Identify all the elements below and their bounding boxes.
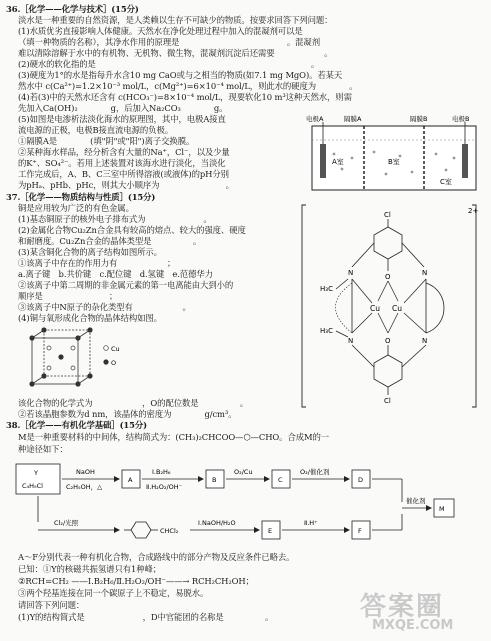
electrodialysis-diagram [304, 114, 484, 196]
q38-after-line-4: 请回答下列问题： [18, 600, 85, 610]
q37-line-10: (4)铜与氧形成化合物的晶体结构如图。 [18, 313, 162, 323]
electrode-a-label: 电极A [306, 115, 324, 123]
q36-line-13: 的K⁺、SO₄²⁻。若用上述装置对该海水进行淡化，当淡化 [18, 158, 226, 168]
r2-top-label: Ⅰ.B₂H₆ [152, 468, 171, 476]
start-y-label: Y [34, 469, 38, 477]
n-upper-right-label: N [422, 269, 428, 277]
q36-line-12: ②某种海水样品，经分析含有大量的Na⁺，Cl⁻，以及少量 [18, 147, 230, 157]
node-m-label: M [439, 505, 445, 513]
q36-title: 36.［化学——化学与技术］(15分) [6, 4, 139, 14]
node-a-label: A [128, 476, 133, 484]
q36-line-15: 为pHₐ、pHb、pHc，则其大小顺序为 。 [18, 180, 234, 190]
q36-line-6: 然水中 c(Ca²⁺)=1.2×10⁻³ mol/L，c(Mg²⁺)=6×10⁻⁴ mol/L，则此水的硬度为 。 [18, 81, 358, 91]
legend-o-label: O [111, 359, 117, 367]
node-b-label: B [212, 476, 217, 484]
membrane-b-label: 隔膜B [410, 115, 428, 123]
q37-line-7: ②该离子中第二周期的非金属元素的第一电离能由大到小的 [18, 280, 234, 290]
q36-line-1: (1)水质优劣直接影响人体健康。天然水在净化处理过程中加入的混凝剂可以是 [18, 26, 303, 36]
q38-line-1: M是一种重要材料的中间体，结构简式为：(CH₃)₂CHCOO—⬡—CHO。合成M的一 [18, 432, 330, 442]
q38-after-line-3: ③两个羟基连接在同一个碳原子上不稳定，易脱水。 [18, 588, 209, 598]
q38-after-line-1: 已知：①Y的核磁共振氢谱只有1种峰； [18, 564, 162, 574]
q38-title: 38.［化学——有机化学基础］(15分) [6, 420, 148, 430]
n-lower-left-label: N [348, 337, 354, 345]
q37-line-5: ①该离子中存在的作用力有 ； [18, 258, 176, 268]
q36-line-14: 工作完成后，A、B、C三室中所得溶液(或液体)的pH分别 [18, 169, 229, 179]
node-d-label: D [358, 476, 364, 484]
ch3-bottom-label: H₃C [320, 327, 333, 335]
q38-line-2: 种途径如下： [18, 444, 68, 454]
room-b-label: B室 [388, 158, 400, 166]
q36-line-4: (2)硬水的软化指的是 。 [18, 59, 320, 69]
q37-line-8: 顺序是 ； [18, 291, 118, 301]
q36-line-9: (5)如图是电渗析法淡化海水的原理图，其中，电极A接直 [18, 114, 226, 124]
watermark-url: MXQE.COM [372, 618, 454, 633]
watermark-logo-text: 答案圈 [360, 592, 445, 622]
q36-line-8: 先加入Ca(OH)₂ g，后加入Na₂CO₃ g。 [18, 103, 228, 113]
q37-after-line-1: ②若该晶胞参数为d nm，该晶体的密度为 g/cm³。 [18, 409, 237, 419]
mid-group-label: CHCl₂ [160, 527, 179, 535]
cu-right-label: Cu [392, 304, 402, 313]
q37-line-9: ③该离子中N原子的杂化类型有 。 [18, 302, 191, 312]
q37-line-1: (1)基态铜原子的核外电子排布式为 。 [18, 214, 212, 224]
r1-bottom-label: C₂H₅OH，△ [66, 483, 103, 491]
copper-oxide-crystal-cell [18, 326, 138, 398]
room-c-label: C室 [440, 178, 452, 186]
membrane-a-label: 隔膜A [344, 115, 362, 123]
n-upper-left-label: N [348, 269, 354, 277]
ch3-top-label: H₃C [320, 285, 333, 293]
q38-after-line-2: ②RCH=CH₂ ——Ⅰ.B₂H₆/Ⅱ.H₂O₂/OH⁻——→ RCH₂CH₂OH； [18, 576, 254, 586]
q36-line-2: （填一种物质的名称），其净水作用的原理是 。混凝剂 [18, 37, 320, 47]
legend-cu-label: Cu [111, 345, 120, 353]
q36-line-0: 淡水是一种重要的自然资源，是人类赖以生存不可缺少的物质。按要求回答下列问题： [18, 15, 333, 25]
q37-after-line-0: 该化合物的化学式为 ，O的配位数是 。 [18, 398, 249, 408]
q36-line-5: (3)硬度为1°的水是指每升水含10 mg CaO或与之相当的物质(如7.1 mg MgO)。若某天 [18, 70, 343, 80]
charge-label: 2+ [468, 207, 479, 215]
q37-title: 37.［化学——物质结构与性质］(15分) [6, 192, 156, 202]
cl-top-label: Cl [384, 211, 391, 219]
start-formula-label: C₄H₉Cl [22, 482, 43, 490]
node-e-label: E [268, 527, 273, 535]
r8-label: 催化剂 [406, 497, 426, 505]
r3-top-label: O₂/Cu [234, 468, 253, 476]
q37-line-2: (2)金属化合物Cu₂Zn合金具有较高的熔点、较大的强度、硬度 [18, 225, 246, 235]
node-f-label: F [358, 527, 362, 535]
r1-top-label: NaOH [76, 468, 95, 476]
n-lower-right-label: N [422, 337, 428, 345]
q37-line-0: 铜是应用较为广泛的有色金属。 [18, 203, 134, 213]
synthesis-route-scheme [14, 456, 480, 548]
q36-line-11: ①隔膜A是 (填"阴"或"阳")离子交换膜。 [18, 136, 195, 146]
r6-label: Ⅰ.NaOH/H₂O [198, 519, 236, 527]
q38-after-line-5: (1)Y的结构简式是 ，D中官能团的名称是 。 [18, 612, 274, 622]
copper-complex-ion-structure [300, 203, 480, 409]
q37-line-4: (3)某含铜化合物的离子结构如图所示。 [18, 247, 162, 257]
r7-label: Ⅱ.H⁺ [304, 519, 318, 527]
cl-bottom-label: Cl [384, 397, 391, 405]
o-bottom-label: O [385, 337, 391, 345]
r2-bottom-label: Ⅱ.H₂O₂/OH⁻ [146, 483, 183, 491]
q36-line-10: 流电源的正极，电极B接直流电源的负极。 [18, 125, 174, 135]
electrode-b-label: 电极B [452, 115, 470, 123]
q36-line-3: 难以清除溶解于水中的有机物、无机物、微生物，混凝剂沉淀后还需要 。 [18, 48, 333, 58]
node-c-label: C [278, 476, 283, 484]
cu-left-label: Cu [370, 304, 380, 313]
r5-label: Cl₂/光照 [54, 519, 79, 527]
q37-line-3: 和耐磨度。Cu₂Zn合金的晶体类型是 。 [18, 236, 202, 246]
q37-line-6: a.离子键 b.共价键 c.配位键 d.氢键 e.范德华力 [18, 269, 213, 279]
room-a-label: A室 [332, 158, 344, 166]
q38-after-line-0: A～F分别代表一种有机化合物，合成路线中的部分产物及反应条件已略去。 [18, 552, 295, 562]
r4-top-label: O₂/催化剂 [300, 468, 330, 476]
o-top-label: O [385, 273, 391, 281]
q36-line-7: (4)若(3)中的天然水还含有 c(HCO₃⁻)=8×10⁻⁴ mol/L，现要软化10 m³这种天然水，则需 [18, 92, 352, 102]
